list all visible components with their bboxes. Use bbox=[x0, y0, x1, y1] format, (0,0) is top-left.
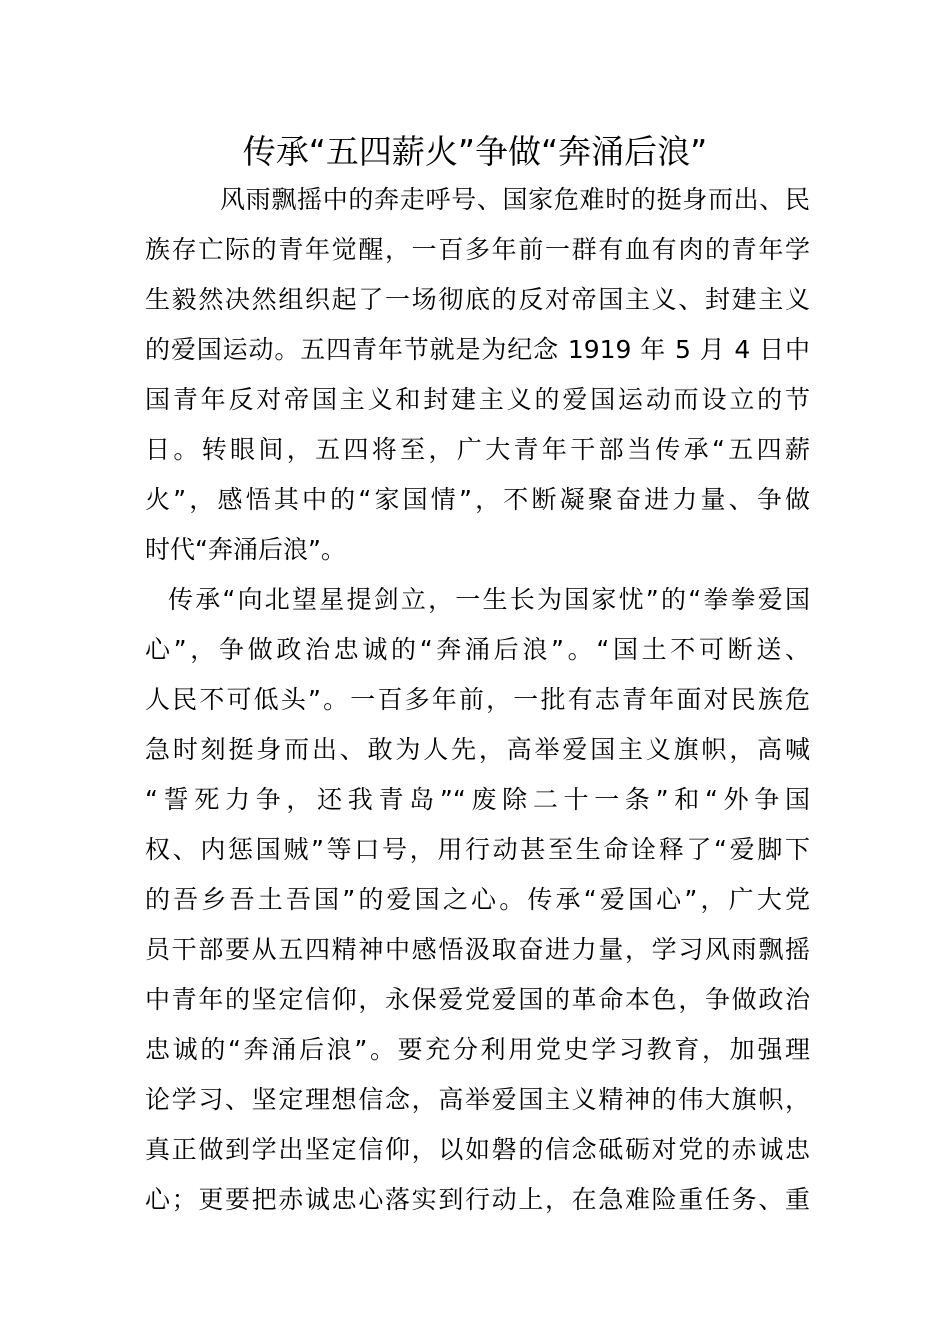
paragraph-2-line-8: 员干部要从五四精神中感悟汲取奋进力量，学习风雨飘摇 bbox=[145, 935, 810, 964]
paragraph-2-line-3: 人民不可低头”。一百多年前，一批有志青年面对民族危 bbox=[145, 685, 810, 714]
paragraph-1-line-7: 火”，感悟其中的“家国情”，不断凝聚奋进力量、争做 bbox=[145, 485, 810, 514]
paragraph-2-line-13: 心；更要把赤诚忠心落实到行动上，在急难险重任务、重 bbox=[145, 1185, 810, 1214]
paragraph-2-line-11: 论学习、坚定理想信念，高举爱国主义精神的伟大旗帜， bbox=[145, 1085, 810, 1114]
paragraph-1-line-5: 国青年反对帝国主义和封建主义的爱国运动而设立的节 bbox=[145, 385, 810, 414]
document-title: 传承“五四薪火”争做“奔涌后浪” bbox=[242, 132, 708, 171]
paragraph-2-line-12: 真正做到学出坚定信仰，以如磐的信念砥砺对党的赤诚忠 bbox=[145, 1135, 810, 1164]
paragraph-2-line-10: 忠诚的“奔涌后浪”。要充分利用党史学习教育，加强理 bbox=[145, 1035, 810, 1064]
paragraph-2-line-4: 急时刻挺身而出、敢为人先，高举爱国主义旗帜，高喊 bbox=[145, 735, 810, 764]
paragraph-1-line-4: 的爱国运动。五四青年节就是为纪念 1919 年 5 月 4 日中 bbox=[145, 335, 810, 364]
paragraph-1-line-3: 生毅然决然组织起了一场彻底的反对帝国主义、封建主义 bbox=[145, 285, 810, 314]
paragraph-1-line-1: 风雨飘摇中的奔走呼号、国家危难时的挺身而出、民 bbox=[220, 185, 810, 214]
paragraph-2-line-6: 权、内惩国贼”等口号，用行动甚至生命诠释了“爱脚下 bbox=[145, 835, 810, 864]
paragraph-1-line-8: 时代“奔涌后浪”。 bbox=[145, 535, 346, 564]
paragraph-1-line-2: 族存亡际的青年觉醒，一百多年前一群有血有肉的青年学 bbox=[145, 235, 810, 264]
paragraph-2-line-7: 的吾乡吾土吾国”的爱国之心。传承“爱国心”，广大党 bbox=[145, 885, 810, 914]
paragraph-1-line-6: 日。转眼间，五四将至，广大青年干部当传承“五四薪 bbox=[145, 435, 810, 464]
paragraph-2-line-5: “誓死力争，还我青岛”“废除二十一条”和“外争国 bbox=[145, 785, 810, 814]
paragraph-2-line-1: 传承“向北望星提剑立，一生长为国家忧”的“拳拳爱国 bbox=[168, 585, 810, 614]
paragraph-2-line-9: 中青年的坚定信仰，永保爱党爱国的革命本色，争做政治 bbox=[145, 985, 810, 1014]
paragraph-2-line-2: 心”，争做政治忠诚的“奔涌后浪”。“国土不可断送、 bbox=[145, 635, 810, 664]
